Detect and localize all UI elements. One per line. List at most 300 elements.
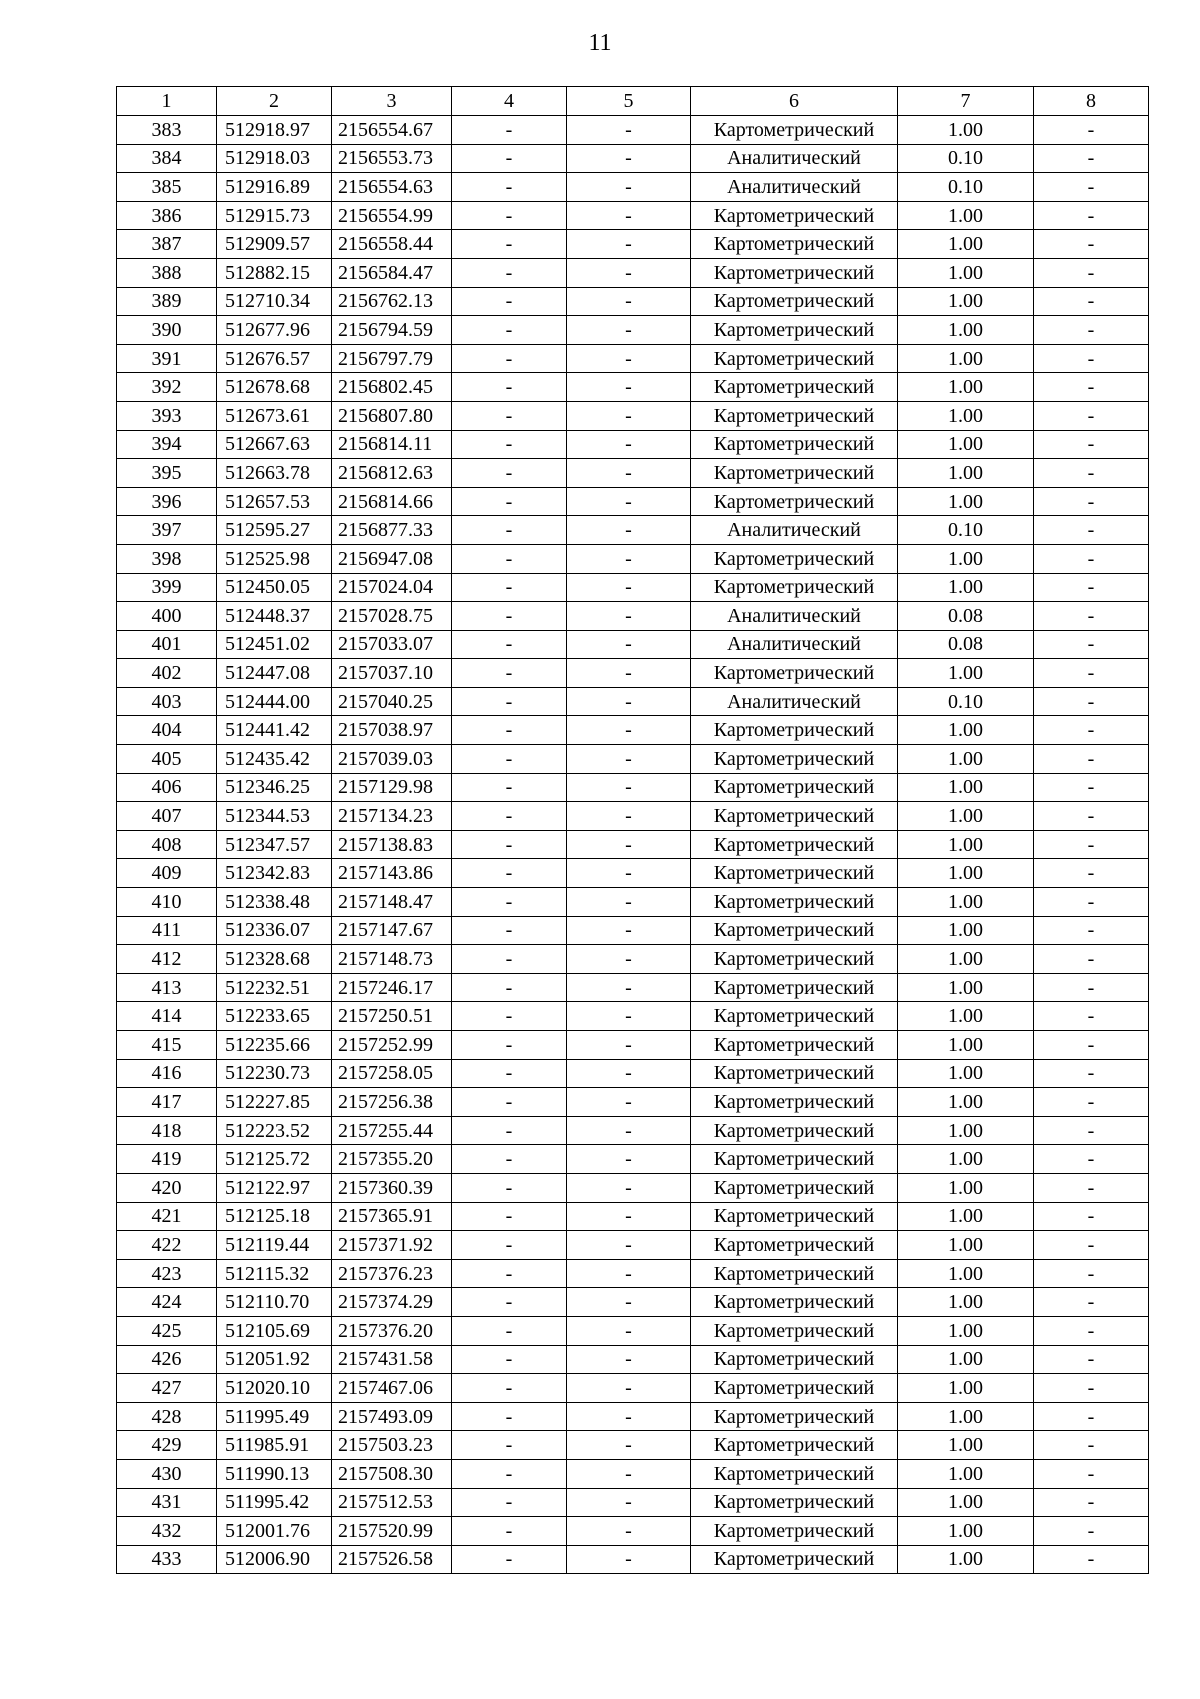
- accuracy-cell: 1.00: [898, 1374, 1034, 1403]
- table-row: [117, 316, 1149, 345]
- x-coordinate-cell: 512451.02: [217, 630, 332, 659]
- col8-cell: -: [1034, 344, 1149, 373]
- accuracy-cell: 1.00: [898, 373, 1034, 402]
- table-row: [117, 1145, 1149, 1174]
- y-coordinate-cell: 2156947.08: [332, 544, 452, 573]
- col5-cell: -: [567, 1345, 691, 1374]
- col8-cell: -: [1034, 144, 1149, 173]
- col5-cell: -: [567, 201, 691, 230]
- col5-cell: -: [567, 716, 691, 745]
- col5-cell: -: [567, 1231, 691, 1260]
- point-number-cell: 409: [117, 859, 217, 888]
- accuracy-cell: 1.00: [898, 859, 1034, 888]
- y-coordinate-cell: 2157138.83: [332, 830, 452, 859]
- accuracy-cell: 1.00: [898, 573, 1034, 602]
- col5-cell: -: [567, 1173, 691, 1202]
- method-cell: Картометрический: [691, 344, 898, 373]
- method-cell: Картометрический: [691, 316, 898, 345]
- accuracy-cell: 1.00: [898, 830, 1034, 859]
- method-cell: Картометрический: [691, 287, 898, 316]
- accuracy-cell: 1.00: [898, 430, 1034, 459]
- method-cell: Картометрический: [691, 888, 898, 917]
- method-cell: Картометрический: [691, 802, 898, 831]
- x-coordinate-cell: 512232.51: [217, 973, 332, 1002]
- point-number-cell: 387: [117, 230, 217, 259]
- col5-cell: -: [567, 1259, 691, 1288]
- col4-cell: -: [452, 859, 567, 888]
- table-row: [117, 1431, 1149, 1460]
- point-number-cell: 430: [117, 1459, 217, 1488]
- method-cell: Картометрический: [691, 1031, 898, 1060]
- col5-cell: -: [567, 1488, 691, 1517]
- method-cell: Картометрический: [691, 373, 898, 402]
- x-coordinate-cell: 512441.42: [217, 716, 332, 745]
- x-coordinate-cell: 511990.13: [217, 1459, 332, 1488]
- col8-cell: -: [1034, 745, 1149, 774]
- y-coordinate-cell: 2156797.79: [332, 344, 452, 373]
- header-cell: 4: [452, 87, 567, 116]
- point-number-cell: 402: [117, 659, 217, 688]
- point-number-cell: 425: [117, 1316, 217, 1345]
- col4-cell: -: [452, 487, 567, 516]
- table-row: [117, 1402, 1149, 1431]
- col5-cell: -: [567, 287, 691, 316]
- col5-cell: -: [567, 459, 691, 488]
- point-number-cell: 394: [117, 430, 217, 459]
- col8-cell: -: [1034, 401, 1149, 430]
- method-cell: Картометрический: [691, 1431, 898, 1460]
- point-number-cell: 395: [117, 459, 217, 488]
- col5-cell: -: [567, 1145, 691, 1174]
- y-coordinate-cell: 2157252.99: [332, 1031, 452, 1060]
- table-header-row: [117, 87, 1149, 116]
- table-row: [117, 1288, 1149, 1317]
- y-coordinate-cell: 2157355.20: [332, 1145, 452, 1174]
- accuracy-cell: 1.00: [898, 544, 1034, 573]
- y-coordinate-cell: 2157148.73: [332, 945, 452, 974]
- x-coordinate-cell: 512657.53: [217, 487, 332, 516]
- col8-cell: -: [1034, 1545, 1149, 1574]
- method-cell: Картометрический: [691, 1517, 898, 1546]
- method-cell: Картометрический: [691, 716, 898, 745]
- table-row: [117, 916, 1149, 945]
- point-number-cell: 386: [117, 201, 217, 230]
- col4-cell: -: [452, 344, 567, 373]
- col8-cell: -: [1034, 1374, 1149, 1403]
- point-number-cell: 396: [117, 487, 217, 516]
- col4-cell: -: [452, 1088, 567, 1117]
- col8-cell: -: [1034, 802, 1149, 831]
- point-number-cell: 383: [117, 116, 217, 145]
- col8-cell: -: [1034, 973, 1149, 1002]
- col8-cell: -: [1034, 1402, 1149, 1431]
- accuracy-cell: 1.00: [898, 716, 1034, 745]
- col5-cell: -: [567, 1031, 691, 1060]
- x-coordinate-cell: 512336.07: [217, 916, 332, 945]
- method-cell: Картометрический: [691, 859, 898, 888]
- accuracy-cell: 1.00: [898, 1288, 1034, 1317]
- table-body: [117, 87, 1149, 1574]
- x-coordinate-cell: 512710.34: [217, 287, 332, 316]
- point-number-cell: 393: [117, 401, 217, 430]
- method-cell: Картометрический: [691, 1345, 898, 1374]
- col4-cell: -: [452, 773, 567, 802]
- col8-cell: -: [1034, 859, 1149, 888]
- col5-cell: -: [567, 173, 691, 202]
- point-number-cell: 408: [117, 830, 217, 859]
- col5-cell: -: [567, 830, 691, 859]
- col5-cell: -: [567, 258, 691, 287]
- col5-cell: -: [567, 859, 691, 888]
- x-coordinate-cell: 512230.73: [217, 1059, 332, 1088]
- y-coordinate-cell: 2157374.29: [332, 1288, 452, 1317]
- y-coordinate-cell: 2157512.53: [332, 1488, 452, 1517]
- y-coordinate-cell: 2157371.92: [332, 1231, 452, 1260]
- header-cell: 8: [1034, 87, 1149, 116]
- accuracy-cell: 1.00: [898, 287, 1034, 316]
- method-cell: Картометрический: [691, 1202, 898, 1231]
- table-row: [117, 602, 1149, 631]
- col8-cell: -: [1034, 687, 1149, 716]
- accuracy-cell: 0.10: [898, 516, 1034, 545]
- point-number-cell: 415: [117, 1031, 217, 1060]
- table-row: [117, 830, 1149, 859]
- table-row: [117, 401, 1149, 430]
- col5-cell: -: [567, 916, 691, 945]
- col4-cell: -: [452, 316, 567, 345]
- table-row: [117, 430, 1149, 459]
- table-row: [117, 1517, 1149, 1546]
- point-number-cell: 391: [117, 344, 217, 373]
- y-coordinate-cell: 2156802.45: [332, 373, 452, 402]
- point-number-cell: 411: [117, 916, 217, 945]
- col5-cell: -: [567, 1545, 691, 1574]
- y-coordinate-cell: 2157033.07: [332, 630, 452, 659]
- y-coordinate-cell: 2157129.98: [332, 773, 452, 802]
- col4-cell: -: [452, 1059, 567, 1088]
- table-row: [117, 1459, 1149, 1488]
- col5-cell: -: [567, 116, 691, 145]
- method-cell: Картометрический: [691, 1459, 898, 1488]
- x-coordinate-cell: 512227.85: [217, 1088, 332, 1117]
- accuracy-cell: 0.08: [898, 602, 1034, 631]
- method-cell: Картометрический: [691, 401, 898, 430]
- col5-cell: -: [567, 516, 691, 545]
- method-cell: Картометрический: [691, 487, 898, 516]
- col8-cell: -: [1034, 630, 1149, 659]
- col4-cell: -: [452, 973, 567, 1002]
- y-coordinate-cell: 2157493.09: [332, 1402, 452, 1431]
- accuracy-cell: 0.08: [898, 630, 1034, 659]
- point-number-cell: 432: [117, 1517, 217, 1546]
- table-row: [117, 258, 1149, 287]
- point-number-cell: 419: [117, 1145, 217, 1174]
- col8-cell: -: [1034, 487, 1149, 516]
- point-number-cell: 404: [117, 716, 217, 745]
- header-cell: 7: [898, 87, 1034, 116]
- accuracy-cell: 1.00: [898, 1431, 1034, 1460]
- point-number-cell: 399: [117, 573, 217, 602]
- x-coordinate-cell: 512676.57: [217, 344, 332, 373]
- x-coordinate-cell: 512338.48: [217, 888, 332, 917]
- point-number-cell: 392: [117, 373, 217, 402]
- col8-cell: -: [1034, 430, 1149, 459]
- col4-cell: -: [452, 1459, 567, 1488]
- table-row: [117, 1002, 1149, 1031]
- point-number-cell: 413: [117, 973, 217, 1002]
- x-coordinate-cell: 512051.92: [217, 1345, 332, 1374]
- x-coordinate-cell: 512918.97: [217, 116, 332, 145]
- accuracy-cell: 0.10: [898, 173, 1034, 202]
- method-cell: Картометрический: [691, 1259, 898, 1288]
- x-coordinate-cell: 512663.78: [217, 459, 332, 488]
- col8-cell: -: [1034, 516, 1149, 545]
- x-coordinate-cell: 512006.90: [217, 1545, 332, 1574]
- x-coordinate-cell: 512122.97: [217, 1173, 332, 1202]
- table-row: [117, 1374, 1149, 1403]
- col8-cell: -: [1034, 1488, 1149, 1517]
- col4-cell: -: [452, 173, 567, 202]
- col8-cell: -: [1034, 1031, 1149, 1060]
- method-cell: Аналитический: [691, 173, 898, 202]
- y-coordinate-cell: 2156762.13: [332, 287, 452, 316]
- col5-cell: -: [567, 1116, 691, 1145]
- col4-cell: -: [452, 1231, 567, 1260]
- table-row: [117, 201, 1149, 230]
- table-row: [117, 1173, 1149, 1202]
- accuracy-cell: 1.00: [898, 1545, 1034, 1574]
- col5-cell: -: [567, 373, 691, 402]
- accuracy-cell: 1.00: [898, 973, 1034, 1002]
- col8-cell: -: [1034, 659, 1149, 688]
- method-cell: Картометрический: [691, 116, 898, 145]
- col4-cell: -: [452, 573, 567, 602]
- table-row: [117, 373, 1149, 402]
- x-coordinate-cell: 512444.00: [217, 687, 332, 716]
- col8-cell: -: [1034, 258, 1149, 287]
- col5-cell: -: [567, 745, 691, 774]
- y-coordinate-cell: 2156794.59: [332, 316, 452, 345]
- col4-cell: -: [452, 373, 567, 402]
- col4-cell: -: [452, 1116, 567, 1145]
- point-number-cell: 406: [117, 773, 217, 802]
- col8-cell: -: [1034, 602, 1149, 631]
- x-coordinate-cell: 512525.98: [217, 544, 332, 573]
- col4-cell: -: [452, 287, 567, 316]
- point-number-cell: 414: [117, 1002, 217, 1031]
- y-coordinate-cell: 2157134.23: [332, 802, 452, 831]
- method-cell: Картометрический: [691, 830, 898, 859]
- table-row: [117, 287, 1149, 316]
- point-number-cell: 410: [117, 888, 217, 917]
- method-cell: Картометрический: [691, 1488, 898, 1517]
- y-coordinate-cell: 2157365.91: [332, 1202, 452, 1231]
- table-row: [117, 1488, 1149, 1517]
- accuracy-cell: 1.00: [898, 344, 1034, 373]
- method-cell: Картометрический: [691, 1173, 898, 1202]
- col4-cell: -: [452, 1402, 567, 1431]
- x-coordinate-cell: 512125.72: [217, 1145, 332, 1174]
- col4-cell: -: [452, 687, 567, 716]
- col4-cell: -: [452, 430, 567, 459]
- point-number-cell: 412: [117, 945, 217, 974]
- col4-cell: -: [452, 630, 567, 659]
- col8-cell: -: [1034, 1259, 1149, 1288]
- col4-cell: -: [452, 258, 567, 287]
- col8-cell: -: [1034, 773, 1149, 802]
- accuracy-cell: 1.00: [898, 1002, 1034, 1031]
- accuracy-cell: 0.10: [898, 144, 1034, 173]
- accuracy-cell: 1.00: [898, 1402, 1034, 1431]
- x-coordinate-cell: 512119.44: [217, 1231, 332, 1260]
- col8-cell: -: [1034, 1116, 1149, 1145]
- accuracy-cell: 1.00: [898, 459, 1034, 488]
- col4-cell: -: [452, 516, 567, 545]
- method-cell: Картометрический: [691, 258, 898, 287]
- method-cell: Картометрический: [691, 773, 898, 802]
- col8-cell: -: [1034, 116, 1149, 145]
- col8-cell: -: [1034, 1345, 1149, 1374]
- method-cell: Картометрический: [691, 1088, 898, 1117]
- col5-cell: -: [567, 230, 691, 259]
- accuracy-cell: 1.00: [898, 1116, 1034, 1145]
- x-coordinate-cell: 511985.91: [217, 1431, 332, 1460]
- point-number-cell: 417: [117, 1088, 217, 1117]
- table-row: [117, 1231, 1149, 1260]
- table-row: [117, 745, 1149, 774]
- y-coordinate-cell: 2157431.58: [332, 1345, 452, 1374]
- y-coordinate-cell: 2156812.63: [332, 459, 452, 488]
- col4-cell: -: [452, 144, 567, 173]
- col8-cell: -: [1034, 316, 1149, 345]
- x-coordinate-cell: 512223.52: [217, 1116, 332, 1145]
- col8-cell: -: [1034, 1059, 1149, 1088]
- col8-cell: -: [1034, 1145, 1149, 1174]
- method-cell: Картометрический: [691, 1231, 898, 1260]
- x-coordinate-cell: 512001.76: [217, 1517, 332, 1546]
- table-row: [117, 1116, 1149, 1145]
- table-row: [117, 1259, 1149, 1288]
- col5-cell: -: [567, 1202, 691, 1231]
- table-row: [117, 1345, 1149, 1374]
- col4-cell: -: [452, 544, 567, 573]
- col8-cell: -: [1034, 573, 1149, 602]
- accuracy-cell: 1.00: [898, 945, 1034, 974]
- method-cell: Аналитический: [691, 516, 898, 545]
- table-row: [117, 173, 1149, 202]
- point-number-cell: 397: [117, 516, 217, 545]
- y-coordinate-cell: 2156807.80: [332, 401, 452, 430]
- x-coordinate-cell: 512915.73: [217, 201, 332, 230]
- y-coordinate-cell: 2157147.67: [332, 916, 452, 945]
- x-coordinate-cell: 512918.03: [217, 144, 332, 173]
- x-coordinate-cell: 511995.49: [217, 1402, 332, 1431]
- point-number-cell: 431: [117, 1488, 217, 1517]
- col4-cell: -: [452, 1431, 567, 1460]
- method-cell: Картометрический: [691, 1402, 898, 1431]
- col8-cell: -: [1034, 1231, 1149, 1260]
- table-row: [117, 859, 1149, 888]
- col5-cell: -: [567, 602, 691, 631]
- x-coordinate-cell: 512916.89: [217, 173, 332, 202]
- x-coordinate-cell: 512909.57: [217, 230, 332, 259]
- y-coordinate-cell: 2157376.23: [332, 1259, 452, 1288]
- col4-cell: -: [452, 716, 567, 745]
- col5-cell: -: [567, 1088, 691, 1117]
- col8-cell: -: [1034, 201, 1149, 230]
- col4-cell: -: [452, 916, 567, 945]
- x-coordinate-cell: 512595.27: [217, 516, 332, 545]
- method-cell: Картометрический: [691, 430, 898, 459]
- method-cell: Картометрический: [691, 1374, 898, 1403]
- col4-cell: -: [452, 1316, 567, 1345]
- table-row: [117, 716, 1149, 745]
- accuracy-cell: 1.00: [898, 1173, 1034, 1202]
- table-row: [117, 516, 1149, 545]
- y-coordinate-cell: 2157526.58: [332, 1545, 452, 1574]
- col4-cell: -: [452, 459, 567, 488]
- point-number-cell: 403: [117, 687, 217, 716]
- x-coordinate-cell: 512448.37: [217, 602, 332, 631]
- accuracy-cell: 1.00: [898, 116, 1034, 145]
- col5-cell: -: [567, 659, 691, 688]
- accuracy-cell: 1.00: [898, 1031, 1034, 1060]
- point-number-cell: 421: [117, 1202, 217, 1231]
- table-row: [117, 544, 1149, 573]
- col5-cell: -: [567, 1402, 691, 1431]
- col5-cell: -: [567, 973, 691, 1002]
- table-row: [117, 945, 1149, 974]
- x-coordinate-cell: 512344.53: [217, 802, 332, 831]
- point-number-cell: 433: [117, 1545, 217, 1574]
- x-coordinate-cell: 512667.63: [217, 430, 332, 459]
- accuracy-cell: 1.00: [898, 1259, 1034, 1288]
- accuracy-cell: 1.00: [898, 1488, 1034, 1517]
- col8-cell: -: [1034, 830, 1149, 859]
- col4-cell: -: [452, 1145, 567, 1174]
- y-coordinate-cell: 2156877.33: [332, 516, 452, 545]
- y-coordinate-cell: 2157039.03: [332, 745, 452, 774]
- col4-cell: -: [452, 401, 567, 430]
- col5-cell: -: [567, 316, 691, 345]
- col8-cell: -: [1034, 916, 1149, 945]
- col4-cell: -: [452, 945, 567, 974]
- accuracy-cell: 1.00: [898, 1088, 1034, 1117]
- col4-cell: -: [452, 1031, 567, 1060]
- table-row: [117, 230, 1149, 259]
- table-row: [117, 888, 1149, 917]
- col4-cell: -: [452, 1488, 567, 1517]
- x-coordinate-cell: 512677.96: [217, 316, 332, 345]
- point-number-cell: 407: [117, 802, 217, 831]
- col8-cell: -: [1034, 1173, 1149, 1202]
- point-number-cell: 416: [117, 1059, 217, 1088]
- x-coordinate-cell: 512346.25: [217, 773, 332, 802]
- col5-cell: -: [567, 573, 691, 602]
- y-coordinate-cell: 2157246.17: [332, 973, 452, 1002]
- col4-cell: -: [452, 230, 567, 259]
- point-number-cell: 429: [117, 1431, 217, 1460]
- col4-cell: -: [452, 1173, 567, 1202]
- method-cell: Аналитический: [691, 630, 898, 659]
- col5-cell: -: [567, 687, 691, 716]
- col8-cell: -: [1034, 1316, 1149, 1345]
- y-coordinate-cell: 2157038.97: [332, 716, 452, 745]
- method-cell: Картометрический: [691, 459, 898, 488]
- point-number-cell: 424: [117, 1288, 217, 1317]
- x-coordinate-cell: 512235.66: [217, 1031, 332, 1060]
- point-number-cell: 400: [117, 602, 217, 631]
